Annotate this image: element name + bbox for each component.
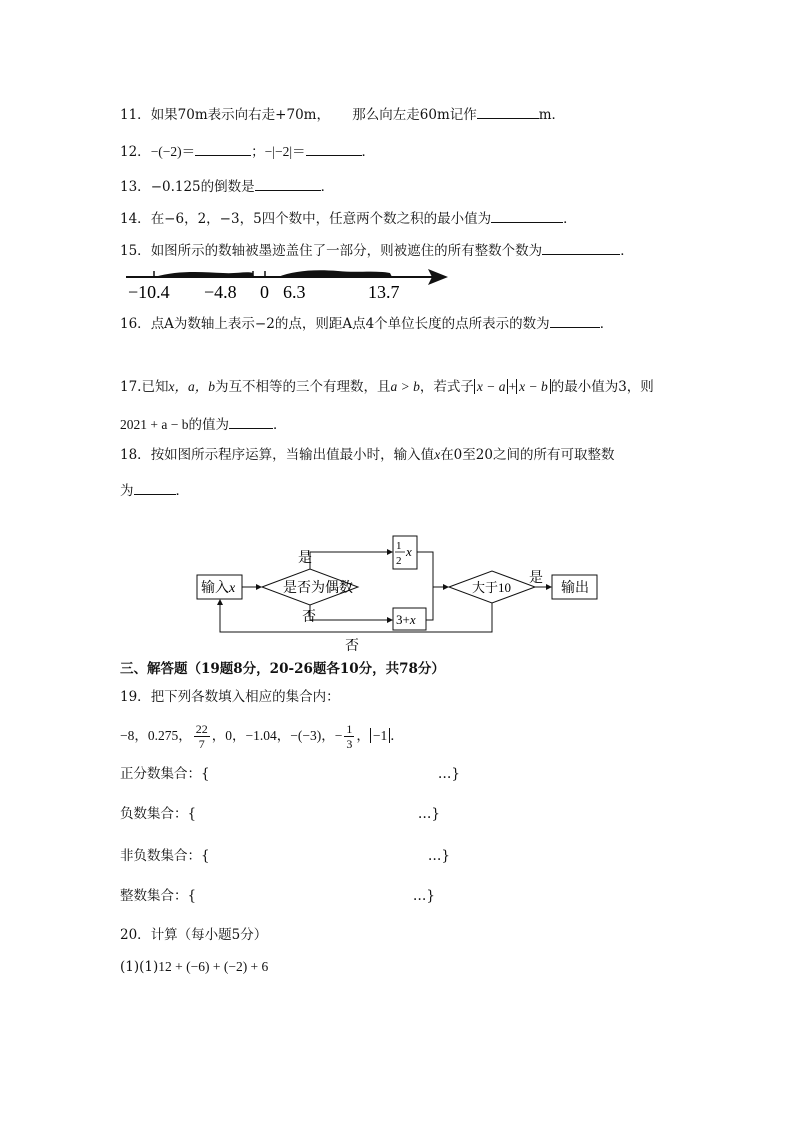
question-15 xyxy=(120,240,634,260)
q11-suffix: m． xyxy=(538,107,566,123)
svg-text:x: x xyxy=(406,544,412,559)
q17-text-b: 为互不相等的三个有理数，且 xyxy=(214,379,391,395)
q18-var: x xyxy=(434,447,441,462)
svg-text:1: 1 xyxy=(396,540,402,552)
q17-text-d: 的最小值为3，则 xyxy=(550,379,654,395)
question-18 xyxy=(120,446,614,464)
q17-end: ． xyxy=(272,417,287,433)
q12-expr-b: −|−2|＝ xyxy=(264,144,306,159)
q20-number: 20． xyxy=(120,927,151,943)
q19-number: 19． xyxy=(120,689,151,705)
q12-number: 12． xyxy=(120,144,151,160)
question-11 xyxy=(120,104,565,124)
question-13 xyxy=(120,176,334,196)
flow-yes-1: 是 xyxy=(298,551,312,566)
question-19 xyxy=(120,688,340,706)
q18-text-b: 在0至20之间的所有可取整数 xyxy=(440,447,615,463)
numberline-label-1: −10.4 xyxy=(128,282,170,302)
q11-number: 11． xyxy=(120,107,151,123)
q12-separator: ； xyxy=(251,144,265,160)
q19-abs: −1 xyxy=(370,728,390,743)
q16-text: 点A为数轴上表示−2的点，则距A点4个单位长度的点所表示的数为 xyxy=(150,316,550,332)
numberline-label-4: 6.3 xyxy=(283,282,306,302)
q20-text: 计算（每小题5分） xyxy=(150,927,268,943)
flow-decision-gt10-label: 大于10 xyxy=(472,580,512,595)
question-16 xyxy=(120,313,613,333)
q20-sub1-label: (1)(1) xyxy=(120,959,159,975)
q17-line2-expr: 2021 + a − b xyxy=(120,417,189,432)
q11-text-b: 那么向左走60m记作 xyxy=(352,107,477,123)
q15-text: 如图所示的数轴被墨迹盖住了一部分，则被遮住的所有整数个数为 xyxy=(150,243,543,259)
flow-no-1: 否 xyxy=(302,610,316,625)
q19-numbers: −8，0.275， $\frac{22}{7}$ ，0，−1.04，−(−3)，− $\frac{1}{3}$ ， −1 ． xyxy=(120,722,404,751)
q17-text-c: ，若式子 xyxy=(419,379,474,395)
q15-number: 15． xyxy=(120,243,151,259)
q16-end: ． xyxy=(599,316,614,332)
q15-end: ． xyxy=(620,243,634,259)
q14-number: 14． xyxy=(120,211,151,227)
question-14 xyxy=(120,208,577,228)
q19-fraction-22-7: $\frac{22}{7}$ xyxy=(195,722,208,751)
q16-answer-blank[interactable] xyxy=(550,313,600,328)
q13-end: ． xyxy=(320,179,335,195)
q17-text-a: 已知 xyxy=(141,379,169,395)
numberline-label-3: 0 xyxy=(260,282,269,302)
q14-text: 在−6，2，−3，5四个数中，任意两个数之积的最小值为 xyxy=(150,211,492,227)
q18-text-a: 按如图所示程序运算，当输出值最小时，输入值 xyxy=(150,447,435,463)
flowchart xyxy=(190,532,610,657)
question-20 xyxy=(120,926,267,944)
flow-no-branch xyxy=(310,605,390,620)
q11-text-a: 如果70m表示向右走+70m， xyxy=(150,107,330,123)
q13-text: −0.125的倒数是 xyxy=(150,179,255,195)
q17-vars: x，a，b xyxy=(168,379,215,394)
flow-yes-2: 是 xyxy=(529,571,543,586)
question-12 xyxy=(120,141,375,161)
q16-number: 16． xyxy=(120,316,151,332)
q14-answer-blank[interactable] xyxy=(491,208,563,223)
set-non-negatives[interactable]: 非负数集合：{ …} xyxy=(120,848,450,864)
q18-line2: 为 xyxy=(120,483,134,499)
q17-number: 17. xyxy=(120,379,142,395)
flow-output-label: 输出 xyxy=(561,581,589,596)
q17-answer-blank[interactable] xyxy=(229,414,273,429)
flow-plus3-label: 3+x xyxy=(396,612,416,627)
q20-sub1-expr: 12 + (−6) + (−2) + 6 xyxy=(158,959,269,974)
q11-answer-blank[interactable] xyxy=(477,104,539,119)
q17-abs-2: x − b xyxy=(516,379,551,394)
numberline-label-5: 13.7 xyxy=(368,282,400,302)
q17-line2-text: 的值为 xyxy=(188,417,229,433)
q12-end: ． xyxy=(361,144,376,160)
question-17 xyxy=(120,378,654,396)
number-line-figure xyxy=(118,262,458,306)
q18-number: 18． xyxy=(120,447,151,463)
svg-text:2: 2 xyxy=(396,555,402,567)
q12-expr-a: −(−2)＝ xyxy=(150,144,196,159)
flow-merge xyxy=(417,552,433,620)
flow-no-2: 否 xyxy=(345,639,359,654)
set-integers[interactable]: 整数集合：{ …} xyxy=(120,888,435,904)
set-negatives[interactable]: 负数集合：{ …} xyxy=(120,806,440,822)
q19-fraction-1-3: $\frac{1}{3}$ xyxy=(346,722,353,751)
flow-decision-even-label: 是否为偶数 xyxy=(283,581,353,596)
set-positive-fractions[interactable]: 正分数集合：{ …} xyxy=(120,766,460,782)
question-20-sub-1 xyxy=(120,958,268,976)
q15-answer-blank[interactable] xyxy=(542,240,620,255)
question-18-line-2 xyxy=(120,480,189,500)
numberline-label-2: −4.8 xyxy=(204,282,237,302)
q18-answer-blank[interactable] xyxy=(134,480,176,495)
q17-condition: a > b xyxy=(390,379,420,394)
flow-input-label: 输入x xyxy=(201,581,236,596)
q13-answer-blank[interactable] xyxy=(255,176,321,191)
q19-text: 把下列各数填入相应的集合内： xyxy=(150,689,340,705)
section-3-title: 三、解答题（19题8分，20-26题各10分，共78分） xyxy=(120,661,445,677)
q18-end: ． xyxy=(175,483,189,499)
q12-answer-blank-a[interactable] xyxy=(195,141,251,156)
flow-yes-branch xyxy=(310,552,390,569)
flow-loop-back xyxy=(220,602,492,632)
question-17-line-2 xyxy=(120,414,286,434)
q17-plus: + xyxy=(508,379,517,394)
q13-number: 13． xyxy=(120,179,151,195)
q17-abs-1: x − a xyxy=(474,379,509,394)
q12-answer-blank-b[interactable] xyxy=(306,141,362,156)
ink-blot-right xyxy=(278,270,392,277)
ink-blot-left xyxy=(154,272,254,277)
q14-end: ． xyxy=(563,211,577,227)
